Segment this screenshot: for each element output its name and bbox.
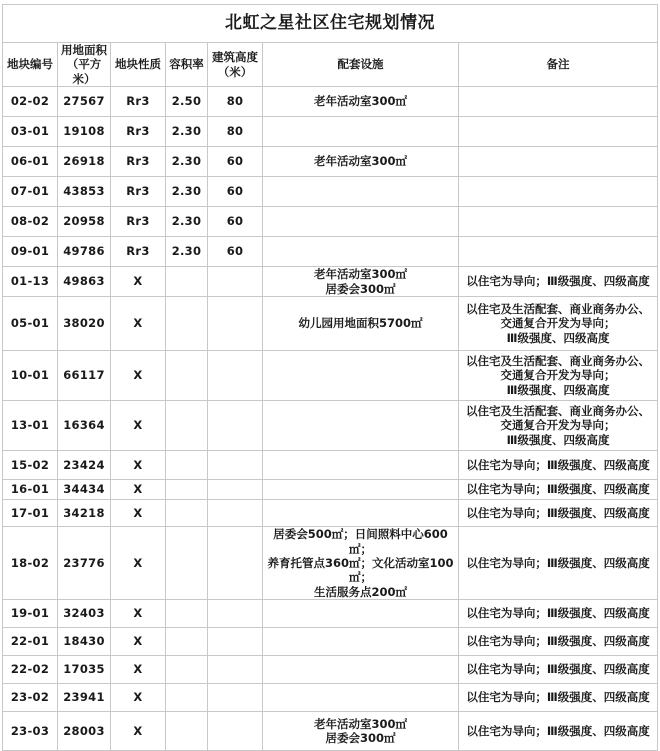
cell-land-area: 32403 — [58, 600, 111, 628]
cell-supporting-facilities — [263, 267, 459, 297]
cell-building-height — [208, 600, 263, 628]
table-row — [3, 712, 658, 751]
cell-building-height — [208, 712, 263, 751]
cell-land-area: 23941 — [58, 684, 111, 712]
column-header-label: 容积率 — [169, 57, 204, 72]
column-header-label: 建筑高度 — [212, 50, 258, 65]
cell-land-area: 28003 — [58, 712, 111, 751]
cell-supporting-facilities — [263, 480, 459, 500]
cell-building-height — [208, 656, 263, 684]
cell-building-height: 60 — [208, 237, 263, 267]
cell-plot-nature: X — [111, 527, 166, 600]
text-line: 以住宅为导向；Ⅲ级强度、四级高度 — [466, 274, 650, 289]
text-line: Ⅲ级强度、四级高度 — [506, 330, 610, 345]
cell-floor-area-ratio: 2.30 — [166, 237, 208, 267]
table-row — [3, 207, 658, 237]
table-row — [3, 684, 658, 712]
cell-floor-area-ratio: 2.30 — [166, 117, 208, 147]
text-line: Ⅲ级强度、四级高度 — [506, 382, 610, 397]
cell-remarks — [459, 87, 658, 117]
cell-supporting-facilities — [263, 527, 459, 600]
table-row — [3, 297, 658, 351]
cell-floor-area-ratio — [166, 656, 208, 684]
cell-land-area: 18430 — [58, 628, 111, 656]
cell-plot-code: 15-02 — [3, 451, 58, 480]
cell-land-area: 43853 — [58, 177, 111, 207]
cell-remarks — [459, 117, 658, 147]
cell-land-area: 23776 — [58, 527, 111, 600]
cell-remarks — [459, 451, 658, 480]
cell-building-height — [208, 684, 263, 712]
cell-remarks — [459, 401, 658, 451]
text-line: Ⅲ级强度、四级高度 — [506, 432, 610, 447]
cell-plot-code: 07-01 — [3, 177, 58, 207]
text-line: 生活服务点200㎡ — [313, 584, 407, 599]
cell-remarks — [459, 267, 658, 297]
cell-building-height: 60 — [208, 207, 263, 237]
cell-supporting-facilities — [263, 628, 459, 656]
cell-land-area: 34434 — [58, 480, 111, 500]
cell-plot-code: 22-01 — [3, 628, 58, 656]
cell-floor-area-ratio — [166, 600, 208, 628]
cell-supporting-facilities — [263, 297, 459, 351]
cell-plot-code: 23-03 — [3, 712, 58, 751]
cell-land-area: 49786 — [58, 237, 111, 267]
cell-remarks — [459, 500, 658, 527]
cell-supporting-facilities — [263, 684, 459, 712]
cell-plot-nature: Rr3 — [111, 117, 166, 147]
table-row — [3, 656, 658, 684]
cell-plot-nature: X — [111, 451, 166, 480]
cell-plot-code: 09-01 — [3, 237, 58, 267]
cell-land-area: 38020 — [58, 297, 111, 351]
cell-floor-area-ratio — [166, 401, 208, 451]
cell-plot-code: 23-02 — [3, 684, 58, 712]
table-row — [3, 267, 658, 297]
cell-plot-nature: Rr3 — [111, 207, 166, 237]
cell-plot-code: 13-01 — [3, 401, 58, 451]
cell-plot-nature: X — [111, 656, 166, 684]
cell-building-height — [208, 451, 263, 480]
cell-remarks — [459, 684, 658, 712]
text-line: 以住宅为导向；Ⅲ级强度、四级高度 — [466, 505, 650, 520]
cell-building-height: 60 — [208, 147, 263, 177]
table-body — [3, 5, 658, 751]
cell-land-area: 16364 — [58, 401, 111, 451]
cell-floor-area-ratio — [166, 480, 208, 500]
cell-plot-nature: Rr3 — [111, 177, 166, 207]
housing-plan-table — [2, 4, 658, 751]
column-header-label: 用地面积 — [61, 43, 107, 57]
page-title: 北虹之星社区住宅规划情况 — [3, 5, 658, 43]
text-line: 幼儿园用地面积5700㎡ — [298, 316, 423, 331]
cell-floor-area-ratio: 2.30 — [166, 177, 208, 207]
cell-floor-area-ratio — [166, 451, 208, 480]
text-line: 以住宅为导向；Ⅲ级强度、四级高度 — [466, 690, 650, 705]
cell-plot-code: 10-01 — [3, 351, 58, 401]
table-row — [3, 451, 658, 480]
table-row — [3, 87, 658, 117]
cell-building-height — [208, 628, 263, 656]
cell-floor-area-ratio — [166, 351, 208, 401]
cell-floor-area-ratio: 2.30 — [166, 207, 208, 237]
text-line: 以住宅为导向；Ⅲ级强度、四级高度 — [466, 457, 650, 472]
cell-land-area: 20958 — [58, 207, 111, 237]
text-line: 居委会500㎡；日间照料中心600㎡； — [273, 527, 448, 556]
cell-plot-nature: X — [111, 500, 166, 527]
cell-floor-area-ratio: 2.50 — [166, 87, 208, 117]
table-row — [3, 401, 658, 451]
column-header-land-area — [58, 43, 111, 87]
cell-building-height — [208, 500, 263, 527]
cell-plot-nature: Rr3 — [111, 147, 166, 177]
text-line: 交通复合开发为导向； — [500, 418, 616, 433]
column-header-unit: （米） — [217, 64, 253, 79]
table-row — [3, 628, 658, 656]
text-line: 以住宅为导向；Ⅲ级强度、四级高度 — [466, 606, 650, 621]
table-row — [3, 600, 658, 628]
column-header-remarks — [459, 43, 658, 87]
cell-land-area: 23424 — [58, 451, 111, 480]
cell-plot-nature: X — [111, 712, 166, 751]
text-line: 以住宅为导向；Ⅲ级强度、四级高度 — [466, 662, 650, 677]
column-header-building-height — [208, 43, 263, 87]
table-row — [3, 237, 658, 267]
column-header-supporting-facilities — [263, 43, 459, 87]
cell-supporting-facilities — [263, 147, 459, 177]
cell-floor-area-ratio — [166, 500, 208, 527]
cell-supporting-facilities — [263, 500, 459, 527]
title-row — [3, 5, 658, 43]
table-row — [3, 117, 658, 147]
cell-floor-area-ratio — [166, 297, 208, 351]
text-line: 养育托管点360㎡；文化活动室100㎡； — [267, 555, 454, 585]
cell-remarks — [459, 628, 658, 656]
cell-floor-area-ratio — [166, 628, 208, 656]
text-line: 以住宅及生活配套、商业商务办公、 — [466, 302, 651, 317]
text-line: 老年活动室300㎡ — [313, 94, 407, 109]
cell-remarks — [459, 480, 658, 500]
cell-supporting-facilities — [263, 451, 459, 480]
cell-building-height — [208, 351, 263, 401]
cell-supporting-facilities — [263, 207, 459, 237]
text-line: 以住宅及生活配套、商业商务办公、 — [466, 404, 651, 419]
table-header-row — [3, 43, 658, 87]
column-header-label: 地块性质 — [115, 57, 161, 72]
cell-supporting-facilities — [263, 87, 459, 117]
cell-plot-code: 06-01 — [3, 147, 58, 177]
cell-floor-area-ratio — [166, 267, 208, 297]
cell-remarks — [459, 237, 658, 267]
cell-building-height — [208, 527, 263, 600]
cell-plot-nature: X — [111, 600, 166, 628]
cell-land-area: 19108 — [58, 117, 111, 147]
cell-plot-code: 17-01 — [3, 500, 58, 527]
cell-plot-nature: Rr3 — [111, 237, 166, 267]
cell-plot-code: 22-02 — [3, 656, 58, 684]
cell-remarks — [459, 656, 658, 684]
cell-plot-code: 02-02 — [3, 87, 58, 117]
spreadsheet-sheet — [2, 4, 657, 751]
cell-land-area: 66117 — [58, 351, 111, 401]
cell-land-area: 17035 — [58, 656, 111, 684]
text-line: 居委会300㎡ — [325, 731, 396, 745]
cell-floor-area-ratio — [166, 684, 208, 712]
text-line: 以住宅为导向；Ⅲ级强度、四级高度 — [466, 555, 650, 570]
column-header-label: 地块编号 — [7, 57, 53, 72]
cell-plot-nature: X — [111, 267, 166, 297]
column-header-unit: （平方米） — [66, 57, 102, 86]
text-line: 以住宅为导向；Ⅲ级强度、四级高度 — [466, 482, 650, 497]
text-line: 以住宅为导向；Ⅲ级强度、四级高度 — [466, 723, 650, 738]
cell-floor-area-ratio: 2.30 — [166, 147, 208, 177]
table-row — [3, 351, 658, 401]
column-header-plot-code — [3, 43, 58, 87]
text-line: 交通复合开发为导向； — [500, 316, 616, 331]
cell-supporting-facilities — [263, 401, 459, 451]
cell-building-height: 80 — [208, 117, 263, 147]
table-row — [3, 527, 658, 600]
cell-plot-nature: X — [111, 401, 166, 451]
cell-building-height: 60 — [208, 177, 263, 207]
cell-floor-area-ratio — [166, 527, 208, 600]
cell-plot-code: 18-02 — [3, 527, 58, 600]
cell-plot-code: 19-01 — [3, 600, 58, 628]
cell-supporting-facilities — [263, 117, 459, 147]
cell-land-area: 27567 — [58, 87, 111, 117]
cell-floor-area-ratio — [166, 712, 208, 751]
text-line: 老年活动室300㎡ — [313, 716, 407, 731]
cell-remarks — [459, 351, 658, 401]
cell-building-height — [208, 297, 263, 351]
cell-plot-code: 01-13 — [3, 267, 58, 297]
cell-remarks — [459, 297, 658, 351]
cell-building-height — [208, 480, 263, 500]
text-line: 老年活动室300㎡ — [313, 267, 407, 282]
table-row — [3, 147, 658, 177]
cell-supporting-facilities — [263, 177, 459, 207]
text-line: 老年活动室300㎡ — [313, 154, 407, 169]
table-row — [3, 500, 658, 527]
cell-land-area: 49863 — [58, 267, 111, 297]
cell-supporting-facilities — [263, 712, 459, 751]
text-line: 居委会300㎡ — [325, 281, 396, 296]
cell-land-area: 26918 — [58, 147, 111, 177]
cell-supporting-facilities — [263, 351, 459, 401]
table-row — [3, 177, 658, 207]
column-header-plot-nature — [111, 43, 166, 87]
cell-supporting-facilities — [263, 237, 459, 267]
text-line: 交通复合开发为导向； — [500, 368, 616, 383]
cell-supporting-facilities — [263, 656, 459, 684]
cell-plot-nature: X — [111, 480, 166, 500]
column-header-floor-area-ratio — [166, 43, 208, 87]
column-header-label: 备注 — [546, 57, 570, 72]
text-line: 以住宅及生活配套、商业商务办公、 — [466, 354, 651, 369]
cell-plot-nature: X — [111, 351, 166, 401]
cell-building-height — [208, 267, 263, 297]
cell-land-area: 34218 — [58, 500, 111, 527]
cell-remarks — [459, 712, 658, 751]
cell-plot-code: 03-01 — [3, 117, 58, 147]
table-row — [3, 480, 658, 500]
column-header-label: 配套设施 — [337, 57, 384, 72]
cell-plot-nature: Rr3 — [111, 87, 166, 117]
cell-plot-code: 08-02 — [3, 207, 58, 237]
cell-building-height — [208, 401, 263, 451]
cell-plot-code: 16-01 — [3, 480, 58, 500]
cell-supporting-facilities — [263, 600, 459, 628]
cell-plot-nature: X — [111, 684, 166, 712]
cell-building-height: 80 — [208, 87, 263, 117]
cell-plot-nature: X — [111, 628, 166, 656]
cell-remarks — [459, 177, 658, 207]
cell-remarks — [459, 600, 658, 628]
cell-remarks — [459, 147, 658, 177]
cell-plot-nature: X — [111, 297, 166, 351]
text-line: 以住宅为导向；Ⅲ级强度、四级高度 — [466, 634, 650, 649]
cell-remarks — [459, 207, 658, 237]
cell-remarks — [459, 527, 658, 600]
cell-plot-code: 05-01 — [3, 297, 58, 351]
